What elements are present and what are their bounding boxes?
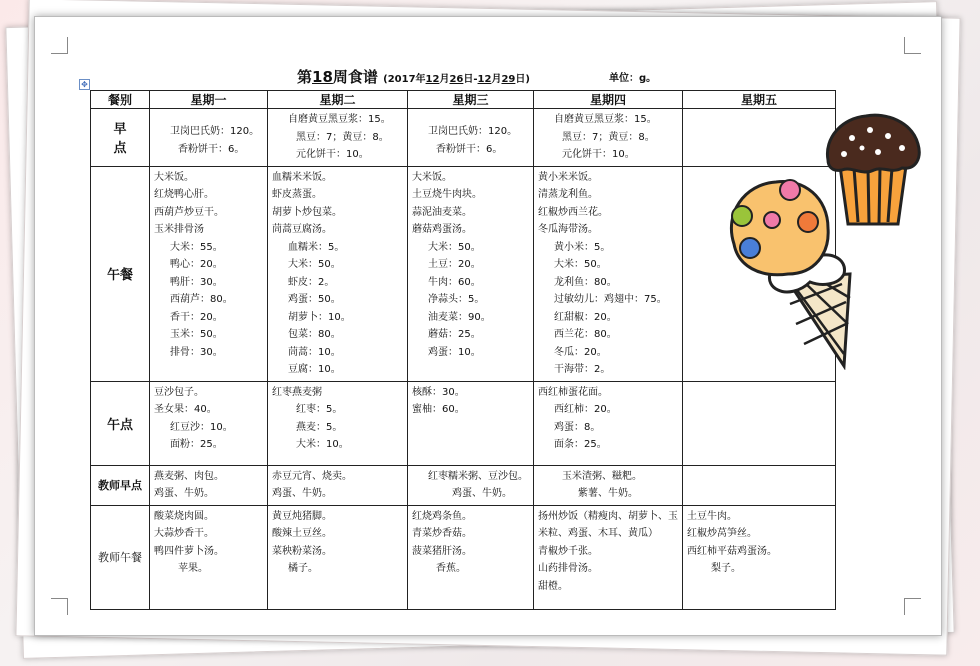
menu-line: 西红柿平菇鸡蛋汤。: [687, 545, 777, 557]
menu-line: 胡萝卜炒包菜。: [272, 206, 342, 218]
cell-mon-teacher-breakfast: [150, 465, 268, 505]
menu-line: 燕麦：5。: [296, 421, 343, 433]
menu-line: 大米：50。: [288, 259, 341, 270]
cell-mon-morning: [150, 109, 268, 167]
cell-tue-afternoon: [268, 381, 408, 465]
menu-line: 冬瓜海带汤。: [538, 224, 598, 235]
menu-line: 茼蒿：10。: [288, 346, 341, 358]
menu-line: 红烧鸡条鱼。: [412, 510, 472, 522]
menu-line: 面粉：25。: [170, 439, 223, 450]
label-morning-snack: 早点: [91, 109, 150, 167]
menu-line: 胡萝卜：10。: [288, 311, 351, 323]
title-week-number: 18: [312, 68, 333, 86]
menu-line: 山药排骨汤。: [538, 563, 598, 574]
menu-line: 大米：55。: [170, 241, 223, 253]
menu-line: 红枣燕麦粥: [272, 386, 322, 398]
cell-thu-teacher-lunch: [534, 505, 683, 609]
row-morning-snack: [91, 109, 836, 167]
menu-line: 包菜：80。: [288, 329, 341, 340]
menu-line: 虾皮蒸蛋。: [272, 189, 322, 200]
menu-line: 鸡蛋：8。: [554, 421, 601, 433]
title-prefix: 第: [297, 68, 313, 86]
cell-mon-teacher-lunch: [150, 505, 268, 609]
cell-fri-teacher-lunch: [683, 505, 836, 609]
menu-line: 西葫芦：80。: [170, 294, 233, 305]
crop-mark-top-right: [904, 37, 921, 54]
menu-line: 蒜泥油麦菜。: [412, 206, 472, 218]
menu-line: 西葫芦炒豆干。: [154, 206, 224, 218]
label-lunch: 午餐: [91, 166, 150, 381]
cell-fri-afternoon: [683, 381, 836, 465]
cell-fri-morning: [683, 109, 836, 167]
header-friday: 星期五: [683, 91, 836, 109]
menu-line: 香粉饼干：6。: [178, 143, 245, 155]
menu-line: 鸡蛋、牛奶。: [272, 488, 332, 499]
label-teacher-lunch: 教师午餐: [91, 505, 150, 609]
menu-line: 甜橙。: [538, 580, 568, 592]
menu-line: 红枣：5。: [296, 404, 343, 415]
menu-line: 红甜椒：20。: [554, 311, 617, 323]
menu-line: 酸菜烧肉圆。: [154, 510, 214, 522]
menu-line: 大米：50。: [428, 241, 481, 253]
menu-line: 大米：50。: [554, 259, 607, 270]
menu-line: 青椒炒千张。: [538, 545, 598, 557]
menu-line: 青菜炒香菇。: [412, 528, 472, 539]
menu-line: 鸡蛋、牛奶。: [154, 488, 214, 499]
menu-line: 油麦菜：90。: [428, 311, 491, 323]
cell-fri-teacher-breakfast: [683, 465, 836, 505]
cell-wed-lunch: [408, 166, 534, 381]
menu-line: 苹果。: [178, 563, 208, 574]
menu-line: 大蒜炒香干。: [154, 528, 214, 539]
menu-line: 土豆烧牛肉块。: [412, 189, 482, 200]
cell-wed-afternoon: [408, 381, 534, 465]
menu-line: 过敏幼儿：鸡翅中：75。: [554, 294, 667, 305]
menu-line: 玉米：50。: [170, 329, 223, 340]
header-tuesday: 星期二: [268, 91, 408, 109]
menu-line: 龙利鱼：80。: [554, 276, 617, 288]
crop-mark-top-left: [51, 37, 68, 54]
menu-line: 燕麦粥、肉包。: [154, 470, 224, 482]
menu-line: 扬州炒饭（精瘦肉、胡萝卜、玉: [538, 510, 678, 522]
menu-line: 大米：10。: [296, 439, 349, 450]
menu-line: 蘑菇鸡蛋汤。: [412, 224, 472, 235]
cell-tue-teacher-breakfast: [268, 465, 408, 505]
menu-line: 自磨黄豆黑豆浆：15。: [288, 114, 391, 125]
cell-thu-teacher-breakfast: [534, 465, 683, 505]
menu-line: 净蒜头：5。: [428, 294, 485, 305]
cell-thu-lunch: [534, 166, 683, 381]
menu-line: 红椒炒西兰花。: [538, 206, 608, 218]
menu-line: 西兰花：80。: [554, 329, 617, 340]
menu-line: 西红柿蛋花面。: [538, 386, 608, 398]
menu-line: 蘑菇：25。: [428, 329, 481, 340]
menu-line: 鸡蛋、牛奶。: [452, 488, 512, 499]
menu-line: 菜秧粉菜汤。: [272, 545, 332, 557]
menu-line: 鸡蛋：10。: [428, 346, 481, 358]
menu-line: 面条：25。: [554, 439, 607, 450]
cell-tue-teacher-lunch: [268, 505, 408, 609]
row-afternoon-snack: [91, 381, 836, 465]
menu-line: 牛肉：60。: [428, 276, 481, 288]
cell-wed-teacher-lunch: [408, 505, 534, 609]
menu-line: 茼蒿豆腐汤。: [272, 224, 332, 235]
menu-line: 菠菜猪肝汤。: [412, 545, 472, 557]
menu-line: 黄豆炖猪脚。: [272, 510, 332, 522]
cell-thu-afternoon: [534, 381, 683, 465]
menu-line: 玉米渣粥、糍粑。: [562, 470, 642, 482]
menu-line: 黄小米：5。: [554, 241, 611, 253]
label-afternoon-snack: 午点: [91, 381, 150, 465]
menu-line: 血糯米：5。: [288, 241, 345, 253]
menu-line: 鸭四件萝卜汤。: [154, 545, 224, 557]
label-teacher-breakfast: 教师早点: [91, 465, 150, 505]
crop-mark-bottom-left: [51, 598, 68, 615]
menu-line: 红豆沙：10。: [170, 421, 233, 433]
menu-line: 土豆：20。: [428, 259, 481, 270]
crop-mark-bottom-right: [904, 598, 921, 615]
header-wednesday: 星期三: [408, 91, 534, 109]
menu-line: 卫岗巴氏奶：120。: [170, 126, 260, 137]
menu-line: 大米饭。: [154, 171, 194, 183]
menu-line: 大米饭。: [412, 171, 452, 183]
menu-line: 元化饼干：10。: [296, 149, 369, 160]
menu-line: 土豆牛肉。: [687, 510, 737, 522]
menu-line: 红椒炒莴笋丝。: [687, 528, 757, 539]
menu-line: 鸭肝：30。: [170, 276, 223, 288]
header-meal-type: 餐别: [91, 91, 150, 109]
menu-line: 香蕉。: [436, 563, 466, 574]
cell-wed-morning: [408, 109, 534, 167]
cell-wed-teacher-breakfast: [408, 465, 534, 505]
row-teacher-breakfast: [91, 465, 836, 505]
ice-cream-illustration: [724, 174, 860, 370]
menu-line: 圣女果：40。: [154, 404, 217, 415]
menu-line: 酸辣土豆丝。: [272, 528, 332, 539]
menu-line: 橘子。: [288, 563, 318, 574]
menu-line: 红烧鸭心肝。: [154, 189, 214, 200]
menu-line: 冬瓜：20。: [554, 346, 607, 358]
menu-line: 元化饼干：10。: [562, 149, 635, 160]
menu-line: 清蒸龙利鱼。: [538, 189, 598, 200]
menu-line: 米粒、鸡蛋、木耳、黄瓜）: [538, 528, 658, 539]
menu-line: 干海带：2。: [554, 364, 611, 375]
menu-line: 核酥：30。: [412, 386, 465, 398]
menu-line: 香干：20。: [170, 311, 223, 323]
menu-line: 紫薯、牛奶。: [578, 488, 638, 499]
menu-line: 西红柿：20。: [554, 404, 617, 415]
menu-line: 黑豆：7；黄豆：8。: [296, 131, 389, 143]
header-thursday: 星期四: [534, 91, 683, 109]
menu-line: 豆沙包子。: [154, 386, 204, 398]
menu-line: 黄小米米饭。: [538, 171, 598, 183]
header-row: [91, 91, 836, 109]
page-title: [297, 66, 530, 87]
cell-thu-morning: [534, 109, 683, 167]
menu-line: 血糯米米饭。: [272, 171, 332, 183]
menu-line: 玉米排骨汤: [154, 224, 204, 235]
cell-tue-morning: [268, 109, 408, 167]
row-teacher-lunch: [91, 505, 836, 609]
menu-line: 赤豆元宵、烧卖。: [272, 470, 352, 482]
date-range: (2017年12月26日-12月29日): [383, 74, 530, 85]
menu-line: 排骨：30。: [170, 346, 223, 358]
menu-line: 鸭心：20。: [170, 259, 223, 270]
menu-line: 梨子。: [711, 563, 741, 574]
menu-line: 香粉饼干：6。: [436, 143, 503, 155]
header-monday: 星期一: [150, 91, 268, 109]
title-row: [35, 66, 941, 88]
table-move-handle-icon[interactable]: ✥: [79, 79, 90, 90]
menu-line: 虾皮：2。: [288, 276, 335, 288]
cell-tue-lunch: [268, 166, 408, 381]
cell-mon-afternoon: [150, 381, 268, 465]
unit-label: 单位：g。: [609, 73, 657, 84]
title-suffix: 周食谱: [332, 68, 378, 86]
menu-line: 卫岗巴氏奶：120。: [428, 126, 518, 137]
menu-line: 黑豆：7；黄豆：8。: [562, 131, 655, 143]
menu-line: 鸡蛋：50。: [288, 294, 341, 305]
menu-line: 自磨黄豆黑豆浆：15。: [554, 114, 657, 125]
menu-line: 蜜柚：60。: [412, 404, 465, 415]
menu-line: 红枣糯米粥、豆沙包。: [428, 470, 528, 482]
cell-mon-lunch: [150, 166, 268, 381]
menu-line: 豆腐：10。: [288, 364, 341, 375]
